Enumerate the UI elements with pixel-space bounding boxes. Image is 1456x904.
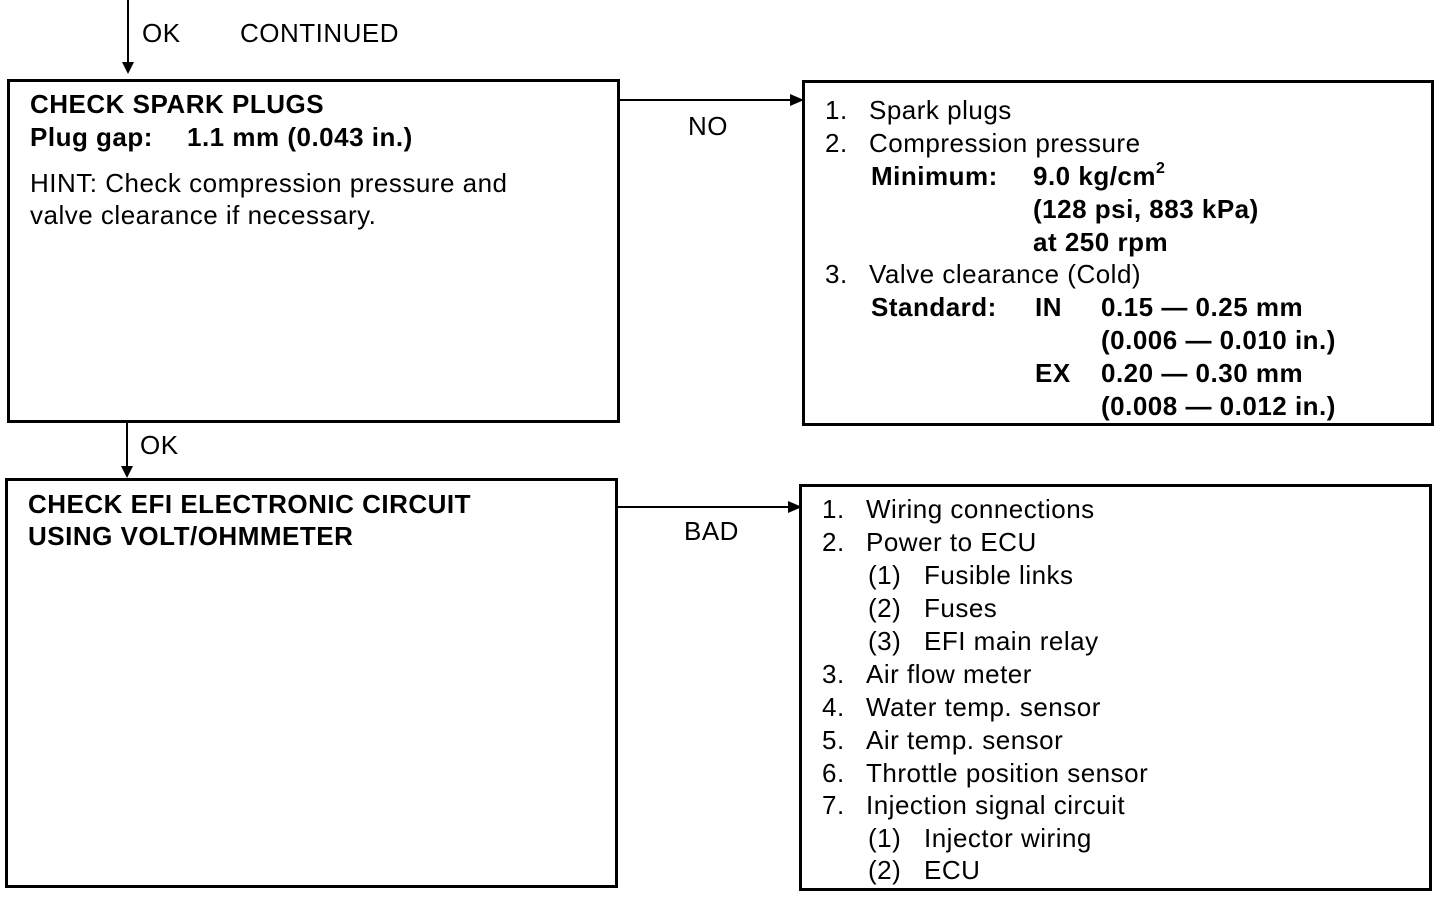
fail1-item2-num: 2. xyxy=(825,128,848,158)
ex-value-2: (0.008 — 0.012 in.) xyxy=(1101,391,1336,421)
fail2-subitem-7-1: Injector wiring xyxy=(924,823,1092,853)
step2-title-line2: USING VOLT/OHMMETER xyxy=(28,521,354,551)
check-spark-plugs-box xyxy=(7,79,620,423)
fail1-item2: Compression pressure xyxy=(869,128,1141,158)
ok-connector-arrow xyxy=(121,466,133,478)
step2-title-line1: CHECK EFI ELECTRONIC CIRCUIT xyxy=(28,489,471,519)
fail2-item-4-num: 4. xyxy=(822,692,845,722)
check-efi-circuit-box xyxy=(5,478,618,888)
fail2-item-1: Wiring connections xyxy=(866,494,1095,524)
in-value-1: 0.15 — 0.25 mm xyxy=(1101,292,1304,322)
fail2-subitem-2-2: Fuses xyxy=(924,593,998,623)
fail1-item1: Spark plugs xyxy=(869,95,1012,125)
step1-title: CHECK SPARK PLUGS xyxy=(30,89,325,119)
top-ok-label: OK xyxy=(142,18,181,48)
no-connector-line xyxy=(620,99,792,101)
top-connector-line xyxy=(127,0,129,64)
fail2-subitem-2-2-num: (2) xyxy=(868,593,902,623)
fail2-item-3-num: 3. xyxy=(822,659,845,689)
minimum-value-1: 9.0 $kg/cm^2$ xyxy=(1033,160,1166,191)
fail2-subitem-7-1-num: (1) xyxy=(868,823,902,853)
fail2-subitem-2-3: EFI main relay xyxy=(924,626,1099,656)
continued-label: CONTINUED xyxy=(240,18,400,48)
fail2-item-7-num: 7. xyxy=(822,790,845,820)
hint-line-2: valve clearance if necessary. xyxy=(30,200,377,230)
standard-label: Standard: xyxy=(871,292,997,322)
fail2-item-1-num: 1. xyxy=(822,494,845,524)
minimum-value-3: at 250 rpm xyxy=(1033,227,1169,257)
fail1-item1-num: 1. xyxy=(825,95,848,125)
in-label: IN xyxy=(1035,292,1062,322)
minimum-label: Minimum: xyxy=(871,161,998,191)
fail2-item-5: Air temp. sensor xyxy=(866,725,1064,755)
fail2-subitem-7-2: ECU xyxy=(924,855,981,885)
hint-line-1: HINT: Check compression pressure and xyxy=(30,168,508,198)
fail2-item-6-num: 6. xyxy=(822,758,845,788)
fail2-subitem-7-2-num: (2) xyxy=(868,855,902,885)
fail2-item-6: Throttle position sensor xyxy=(866,758,1149,788)
bad-label: BAD xyxy=(684,516,739,546)
plug-gap-label: Plug gap: xyxy=(30,122,153,152)
fail2-subitem-2-1: Fusible links xyxy=(924,560,1074,590)
fail2-item-2: Power to ECU xyxy=(866,527,1037,557)
spark-plug-fail-box xyxy=(802,80,1434,426)
fail1-item3-num: 3. xyxy=(825,259,848,289)
fail2-item-5-num: 5. xyxy=(822,725,845,755)
fail2-item-2-num: 2. xyxy=(822,527,845,557)
top-connector-arrow xyxy=(122,62,134,74)
fail2-item-3: Air flow meter xyxy=(866,659,1032,689)
plug-gap-value: 1.1 mm (0.043 in.) xyxy=(187,122,413,152)
fail2-subitem-2-1-num: (1) xyxy=(868,560,902,590)
bad-connector-line xyxy=(618,506,790,508)
fail2-item-4: Water temp. sensor xyxy=(866,692,1101,722)
fail2-item-7: Injection signal circuit xyxy=(866,790,1126,820)
ex-label: EX xyxy=(1035,358,1071,388)
no-label: NO xyxy=(688,111,728,141)
fail1-item3: Valve clearance (Cold) xyxy=(869,259,1142,289)
in-value-2: (0.006 — 0.010 in.) xyxy=(1101,325,1336,355)
ok-label: OK xyxy=(140,430,179,460)
efi-circuit-fail-box xyxy=(799,484,1432,891)
fail2-subitem-2-3-num: (3) xyxy=(868,626,902,656)
ok-connector-line xyxy=(126,423,128,468)
ex-value-1: 0.20 — 0.30 mm xyxy=(1101,358,1304,388)
minimum-value-2: (128 psi, 883 kPa) xyxy=(1033,194,1259,224)
